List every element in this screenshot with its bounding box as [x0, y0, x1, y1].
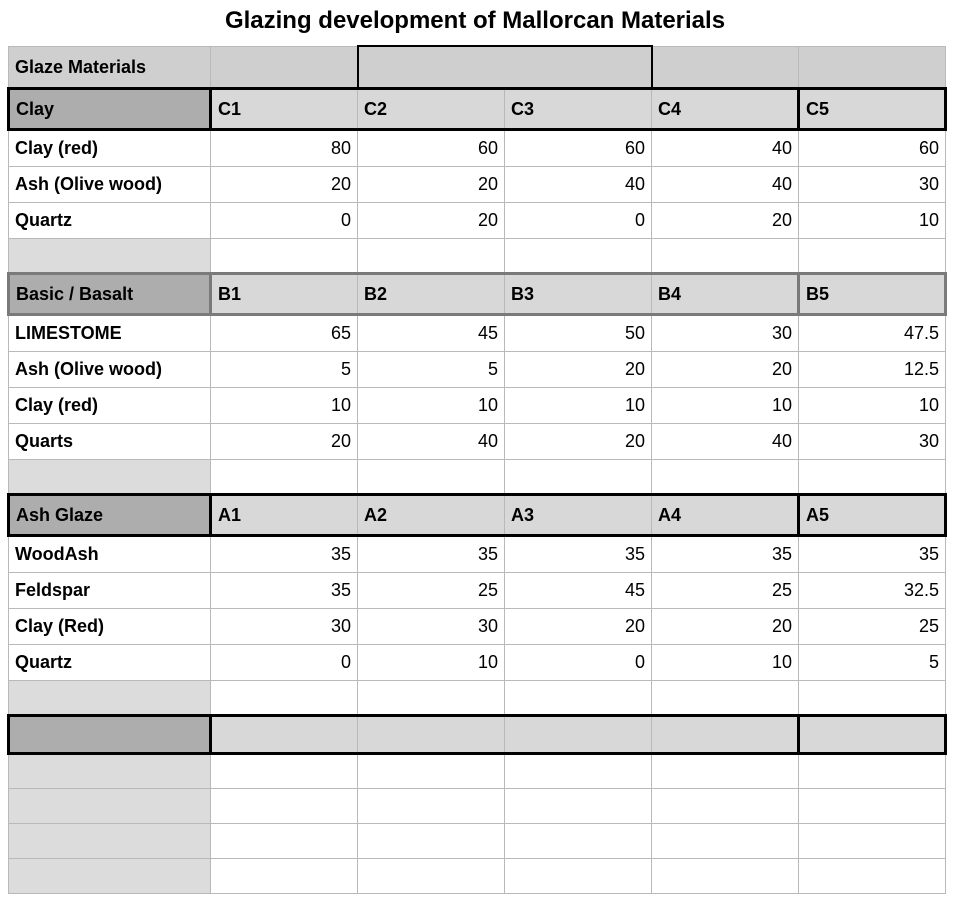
section-header-ash-glaze: [9, 494, 946, 535]
value-cell[interactable]: 5: [211, 351, 358, 387]
value-cell[interactable]: 0: [505, 644, 652, 680]
cell[interactable]: [358, 753, 505, 788]
value-cell[interactable]: 20: [505, 608, 652, 644]
section-label[interactable]: Ash Glaze: [9, 494, 211, 535]
value-cell[interactable]: 0: [505, 202, 652, 238]
cell[interactable]: [652, 858, 799, 893]
cell[interactable]: [652, 238, 799, 273]
value-cell[interactable]: 40: [505, 166, 652, 202]
cell[interactable]: [799, 858, 946, 893]
cell[interactable]: [211, 459, 358, 494]
value-cell[interactable]: 45: [505, 572, 652, 608]
column-header[interactable]: A3: [505, 494, 652, 535]
section-label[interactable]: [9, 715, 211, 753]
cell[interactable]: [9, 858, 211, 893]
cell[interactable]: [799, 459, 946, 494]
empty-row: [9, 823, 946, 858]
value-cell[interactable]: 10: [211, 387, 358, 423]
cell[interactable]: [799, 788, 946, 823]
row-label[interactable]: Ash (Olive wood): [9, 166, 211, 202]
cell[interactable]: [358, 858, 505, 893]
empty-row: [9, 788, 946, 823]
value-cell[interactable]: 25: [358, 572, 505, 608]
row-label[interactable]: Ash (Olive wood): [9, 351, 211, 387]
cell[interactable]: [211, 788, 358, 823]
section-header-basalt: [9, 273, 946, 314]
glaze-table: [7, 45, 947, 894]
cell[interactable]: [211, 858, 358, 893]
table-row: [9, 572, 946, 608]
cell[interactable]: [505, 858, 652, 893]
cell[interactable]: [358, 238, 505, 273]
value-cell[interactable]: 10: [652, 644, 799, 680]
value-cell[interactable]: 20: [505, 423, 652, 459]
row-label[interactable]: Clay (red): [9, 387, 211, 423]
table-row: [9, 166, 946, 202]
column-header[interactable]: C3: [505, 88, 652, 129]
value-cell[interactable]: 60: [505, 129, 652, 166]
column-header[interactable]: [505, 715, 652, 753]
value-cell[interactable]: 5: [799, 644, 946, 680]
cell[interactable]: [9, 459, 211, 494]
value-cell[interactable]: 50: [505, 314, 652, 351]
cell[interactable]: [799, 680, 946, 715]
value-cell[interactable]: 30: [799, 166, 946, 202]
cell[interactable]: [211, 238, 358, 273]
value-cell[interactable]: 40: [652, 129, 799, 166]
empty-row: [9, 680, 946, 715]
column-header[interactable]: C5: [799, 88, 946, 129]
value-cell[interactable]: 40: [652, 166, 799, 202]
table-row: [9, 535, 946, 572]
column-header[interactable]: A5: [799, 494, 946, 535]
value-cell[interactable]: 30: [358, 608, 505, 644]
cell[interactable]: [505, 788, 652, 823]
cell[interactable]: [652, 680, 799, 715]
cell[interactable]: [799, 823, 946, 858]
table-row: [9, 644, 946, 680]
table-row: [9, 202, 946, 238]
cell[interactable]: [505, 753, 652, 788]
column-header[interactable]: A4: [652, 494, 799, 535]
table-title-row: [9, 46, 946, 88]
cell[interactable]: [358, 680, 505, 715]
glaze-materials-label[interactable]: Glaze Materials: [9, 46, 211, 88]
cell[interactable]: [799, 753, 946, 788]
cell[interactable]: [799, 46, 946, 88]
value-cell[interactable]: 35: [211, 572, 358, 608]
cell[interactable]: [9, 823, 211, 858]
section-label[interactable]: Basic / Basalt: [9, 273, 211, 314]
column-header[interactable]: [799, 715, 946, 753]
value-cell[interactable]: 12.5: [799, 351, 946, 387]
section-header-empty: [9, 715, 946, 753]
cell[interactable]: [9, 238, 211, 273]
row-label[interactable]: Clay (red): [9, 129, 211, 166]
column-header[interactable]: B2: [358, 273, 505, 314]
row-label[interactable]: Quartz: [9, 202, 211, 238]
cell[interactable]: [9, 788, 211, 823]
cell[interactable]: [652, 823, 799, 858]
value-cell[interactable]: 60: [358, 129, 505, 166]
value-cell[interactable]: 40: [358, 423, 505, 459]
table-row: [9, 351, 946, 387]
value-cell[interactable]: 20: [652, 202, 799, 238]
value-cell[interactable]: 0: [211, 644, 358, 680]
value-cell[interactable]: 20: [358, 202, 505, 238]
cell[interactable]: [358, 459, 505, 494]
value-cell[interactable]: 25: [799, 608, 946, 644]
empty-row: [9, 858, 946, 893]
value-cell[interactable]: 10: [799, 202, 946, 238]
column-header[interactable]: A2: [358, 494, 505, 535]
value-cell[interactable]: 35: [652, 535, 799, 572]
cell[interactable]: [9, 753, 211, 788]
column-header[interactable]: [358, 715, 505, 753]
cell[interactable]: [358, 788, 505, 823]
cell[interactable]: [505, 459, 652, 494]
value-cell[interactable]: 60: [799, 129, 946, 166]
column-header[interactable]: B4: [652, 273, 799, 314]
value-cell[interactable]: 20: [211, 423, 358, 459]
column-header[interactable]: C4: [652, 88, 799, 129]
value-cell[interactable]: 35: [358, 535, 505, 572]
cell[interactable]: [211, 680, 358, 715]
value-cell[interactable]: 20: [652, 351, 799, 387]
empty-row: [9, 238, 946, 273]
value-cell[interactable]: 20: [358, 166, 505, 202]
row-label[interactable]: WoodAsh: [9, 535, 211, 572]
table-row: [9, 314, 946, 351]
table-row: [9, 423, 946, 459]
column-header[interactable]: [211, 715, 358, 753]
value-cell[interactable]: 35: [211, 535, 358, 572]
value-cell[interactable]: 45: [358, 314, 505, 351]
value-cell[interactable]: 10: [652, 387, 799, 423]
cell[interactable]: [211, 823, 358, 858]
value-cell[interactable]: 30: [799, 423, 946, 459]
cell[interactable]: [652, 788, 799, 823]
row-label[interactable]: Quartz: [9, 644, 211, 680]
value-cell[interactable]: 10: [358, 644, 505, 680]
value-cell[interactable]: 47.5: [799, 314, 946, 351]
merged-header-cell[interactable]: [358, 46, 652, 88]
value-cell[interactable]: 65: [211, 314, 358, 351]
cell[interactable]: [505, 823, 652, 858]
cell[interactable]: [652, 753, 799, 788]
value-cell[interactable]: 32.5: [799, 572, 946, 608]
column-header[interactable]: B3: [505, 273, 652, 314]
column-header[interactable]: B5: [799, 273, 946, 314]
table-row: [9, 387, 946, 423]
cell[interactable]: [9, 680, 211, 715]
section-header-clay: [9, 88, 946, 129]
value-cell[interactable]: 30: [211, 608, 358, 644]
value-cell[interactable]: 35: [505, 535, 652, 572]
section-label[interactable]: Clay: [9, 88, 211, 129]
row-label[interactable]: Quarts: [9, 423, 211, 459]
cell[interactable]: [652, 46, 799, 88]
empty-row: [9, 753, 946, 788]
column-header[interactable]: B1: [211, 273, 358, 314]
empty-row: [9, 459, 946, 494]
value-cell[interactable]: 0: [211, 202, 358, 238]
value-cell[interactable]: 20: [652, 608, 799, 644]
row-label[interactable]: Clay (Red): [9, 608, 211, 644]
value-cell[interactable]: 10: [505, 387, 652, 423]
column-header[interactable]: A1: [211, 494, 358, 535]
cell[interactable]: [211, 753, 358, 788]
cell[interactable]: [211, 46, 358, 88]
value-cell[interactable]: 30: [652, 314, 799, 351]
value-cell[interactable]: 10: [358, 387, 505, 423]
cell[interactable]: [652, 459, 799, 494]
value-cell[interactable]: 80: [211, 129, 358, 166]
value-cell[interactable]: 5: [358, 351, 505, 387]
cell[interactable]: [505, 238, 652, 273]
value-cell[interactable]: 25: [652, 572, 799, 608]
column-header[interactable]: C1: [211, 88, 358, 129]
value-cell[interactable]: 20: [505, 351, 652, 387]
value-cell[interactable]: 10: [799, 387, 946, 423]
row-label[interactable]: LIMESTOME: [9, 314, 211, 351]
cell[interactable]: [505, 680, 652, 715]
cell[interactable]: [799, 238, 946, 273]
table-row: [9, 608, 946, 644]
value-cell[interactable]: 35: [799, 535, 946, 572]
column-header[interactable]: C2: [358, 88, 505, 129]
cell[interactable]: [358, 823, 505, 858]
column-header[interactable]: [652, 715, 799, 753]
value-cell[interactable]: 20: [211, 166, 358, 202]
page-title: Glazing development of Mallorcan Materials: [224, 7, 726, 34]
row-label[interactable]: Feldspar: [9, 572, 211, 608]
value-cell[interactable]: 40: [652, 423, 799, 459]
table-row: [9, 129, 946, 166]
